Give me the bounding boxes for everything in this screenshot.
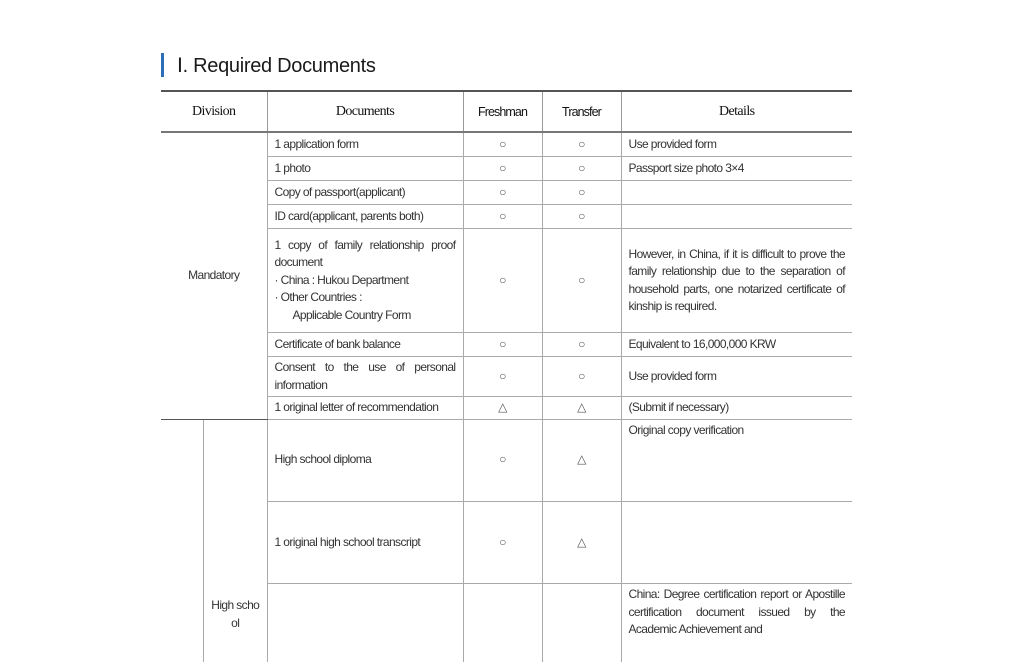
table-row <box>161 419 852 501</box>
document-sub-form: Applicable Country Form <box>292 307 411 322</box>
document-cell: 1 original high school transcript <box>267 501 463 583</box>
division-gutter <box>161 420 204 662</box>
freshman-mark: ○ <box>463 157 542 181</box>
freshman-mark: ○ <box>463 205 542 229</box>
transfer-mark: ○ <box>542 181 621 205</box>
freshman-mark: ○ <box>463 357 542 397</box>
freshman-mark: ○ <box>463 132 542 157</box>
document-cell: Consent to the use of personal information <box>267 357 463 397</box>
header-transfer: Transfer <box>542 91 621 132</box>
transfer-mark: ○ <box>542 205 621 229</box>
transfer-mark <box>542 584 621 662</box>
header-freshman: Freshman <box>463 91 542 132</box>
freshman-mark: ○ <box>463 181 542 205</box>
freshman-mark: ○ <box>463 333 542 357</box>
transfer-mark: △ <box>542 397 621 420</box>
details-cell <box>621 205 852 229</box>
document-cell: Copy of passport(applicant) <box>267 181 463 205</box>
header-details: Details <box>621 91 852 132</box>
details-cell: However, in China, if it is difficult to prove the family relationship due to the separation of household parts, one notarized certificate of kinship is required. <box>621 229 852 333</box>
transfer-mark: ○ <box>542 333 621 357</box>
section-title: Ⅰ. Required Documents <box>177 54 376 77</box>
division-split <box>161 420 267 662</box>
document-sub-china: · China : Hukou Department <box>274 272 409 287</box>
table-row <box>161 132 852 157</box>
transfer-mark: ○ <box>542 132 621 157</box>
high-school-label: High school <box>204 420 267 662</box>
details-cell <box>621 181 852 205</box>
header-documents: Documents <box>267 91 463 132</box>
details-cell: Original copy verification <box>621 419 852 501</box>
document-cell: 1 original letter of recommendation <box>267 397 463 420</box>
transfer-mark: ○ <box>542 229 621 333</box>
freshman-mark: ○ <box>463 501 542 583</box>
division-high-school <box>161 419 267 662</box>
freshman-mark: ○ <box>463 229 542 333</box>
transfer-mark: △ <box>542 501 621 583</box>
document-sub-other: · Other Countries : <box>274 290 362 305</box>
details-cell <box>621 501 852 583</box>
freshman-mark <box>463 584 542 662</box>
section-heading <box>161 52 376 78</box>
heading-accent-bar <box>161 53 164 77</box>
required-documents-table <box>161 90 852 662</box>
document-cell: 1 photo <box>267 157 463 181</box>
table-header-row <box>161 91 852 132</box>
details-cell: Equivalent to 16,000,000 KRW <box>621 333 852 357</box>
document-main-text: 1 copy of family relationship proof document <box>274 237 456 270</box>
details-cell: Use provided form <box>621 357 852 397</box>
document-cell: High school diploma <box>267 419 463 501</box>
freshman-mark: △ <box>463 397 542 420</box>
freshman-mark: ○ <box>463 419 542 501</box>
details-cell: (Submit if necessary) <box>621 397 852 420</box>
document-cell: 1 application form <box>267 132 463 157</box>
transfer-mark: ○ <box>542 357 621 397</box>
document-cell <box>267 229 463 333</box>
transfer-mark: ○ <box>542 157 621 181</box>
document-cell: Certificate of bank balance <box>267 333 463 357</box>
division-mandatory: Mandatory <box>161 132 267 419</box>
document-cell: ID card(applicant, parents both) <box>267 205 463 229</box>
transfer-mark: △ <box>542 419 621 501</box>
details-cell: China: Degree certification report or Apostille certification document issued by the Academic Achievement and <box>621 584 852 662</box>
header-division: Division <box>161 91 267 132</box>
details-cell: Passport size photo 3×4 <box>621 157 852 181</box>
details-cell: Use provided form <box>621 132 852 157</box>
document-cell <box>267 584 463 662</box>
